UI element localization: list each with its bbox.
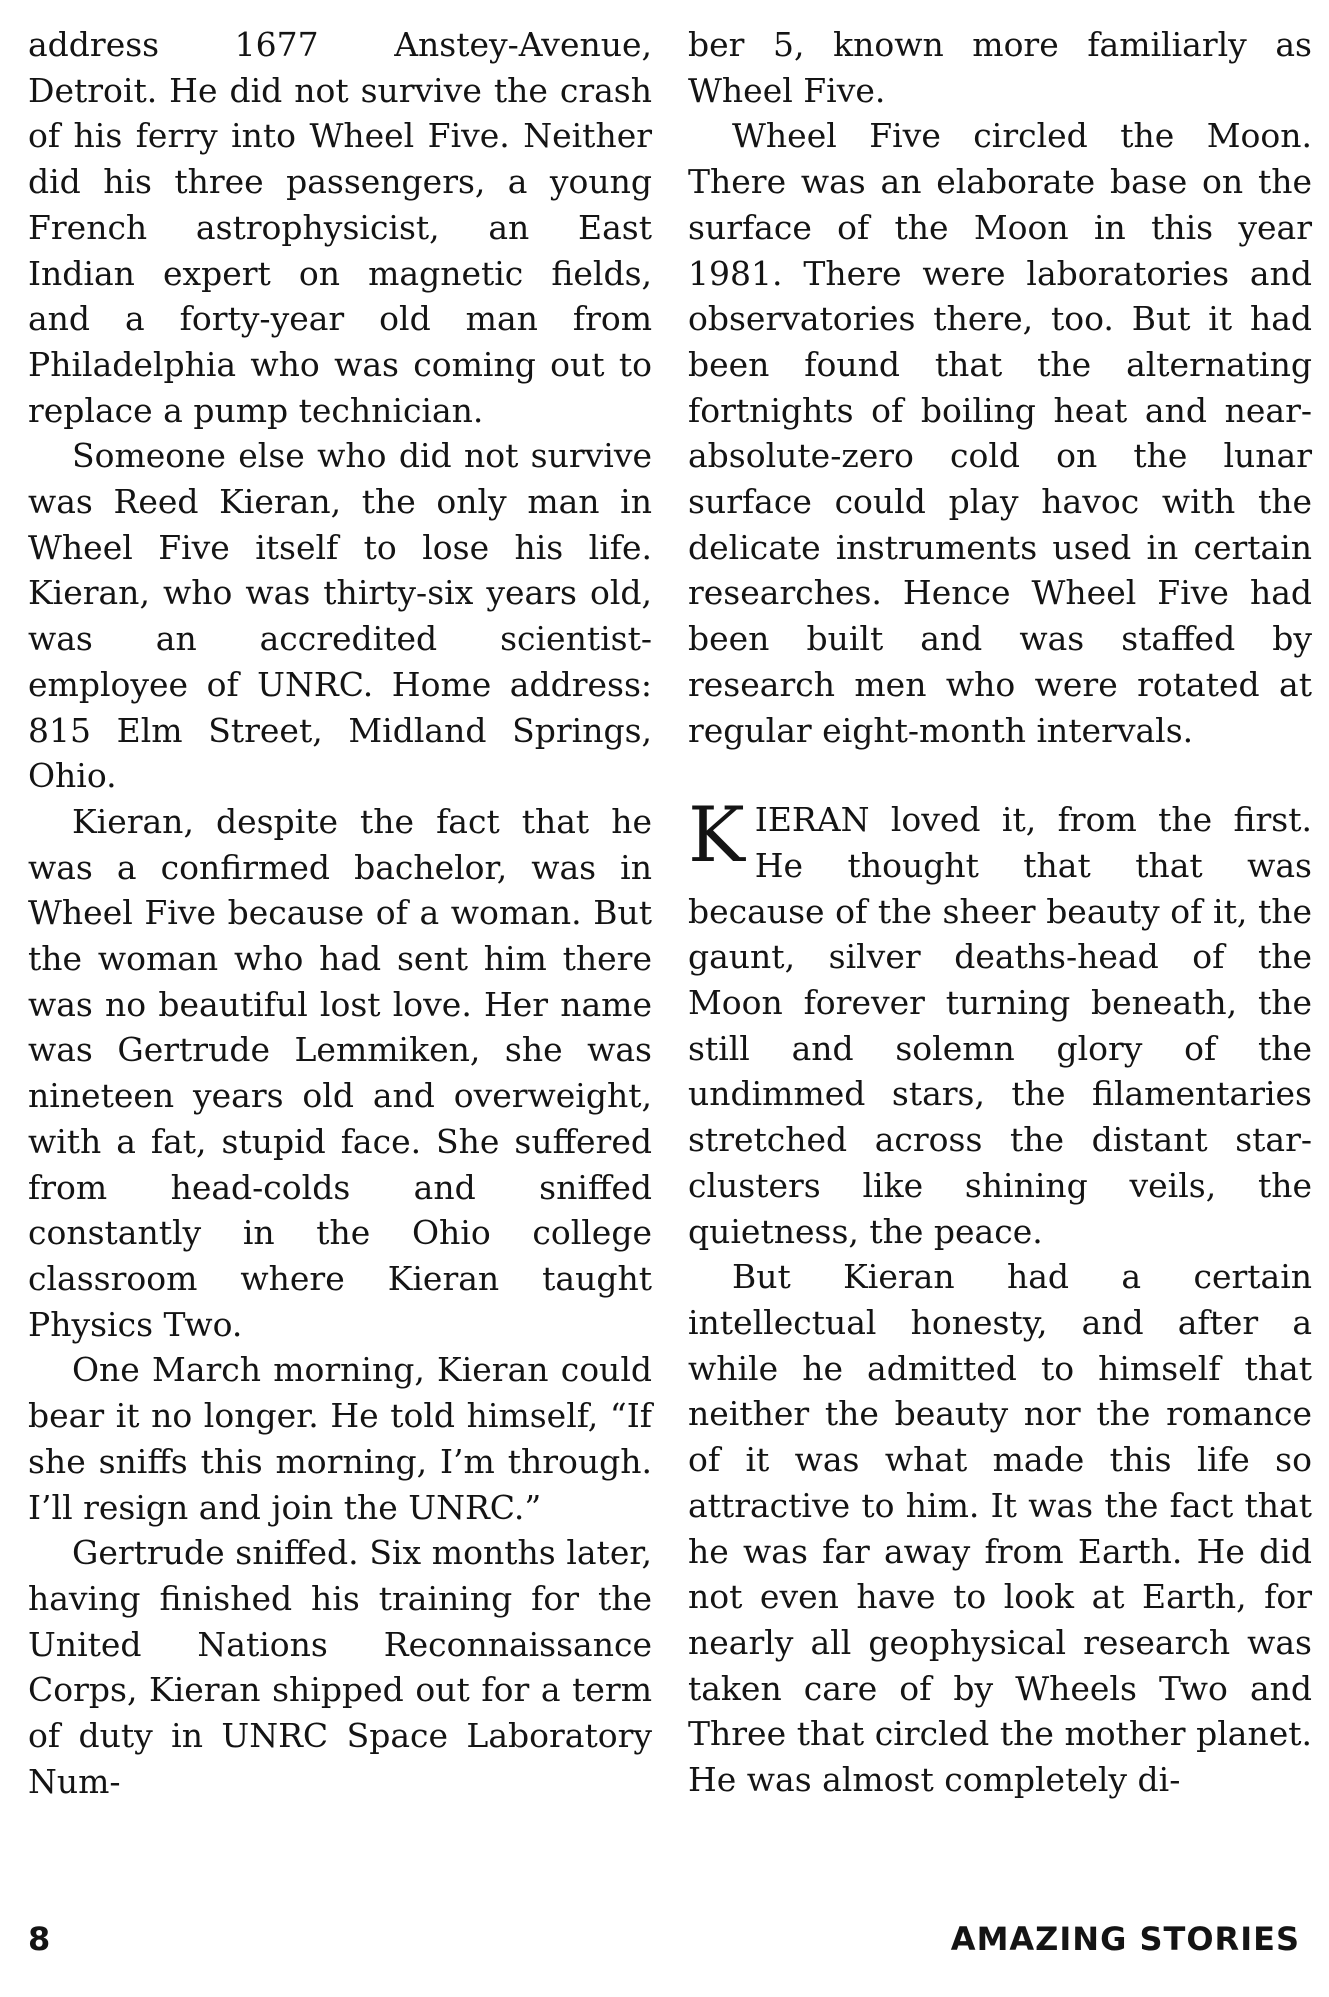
running-title: AMAZING STORIES [950,1920,1300,1958]
paragraph-text: IERAN loved it, from the first. He thought that that was because of the sheer beauty of it, the gaunt, silver deaths-head of the Moon forever turning beneath, the still and solemn glory of the undimmed stars, the filamentaries stretched across the distant star-clusters like shining veils, the quietness, the peace. [688,800,1312,1251]
paragraph: address 1677 Anstey-Avenue, Detroit. He did not survive the crash of his ferry into Wheel Five. Neither did his three passengers, a young French astrophysicist, an East Indian expert on magnetic fields, and a forty-year old man from Philadelphia who was coming out to replace a pump technician. [28,25,652,430]
paragraph: But Kieran had a certain intellectual honesty, and after a while he admitted to himself that neither the beauty nor the romance of it was what made this life so attractive to him. It was the fact that he was far away from Earth. He did not even have to look at Earth, for nearly all geophysical research was taken care of by Wheels Two and Three that circled the mother planet. He was almost completely di- [688,1257,1312,1800]
right-column [688,22,1312,1803]
paragraph: Someone else who did not survive was Reed Kieran, the only man in Wheel Five itself to lose his life. Kieran, who was thirty-six years old, was an accredited scientist-employee of UNRC. Home address: 815 Elm Street, Midland Springs, Ohio. [28,436,652,796]
paragraph: One March morning, Kieran could bear it no longer. He told himself, “If she sniffs this morning, I’m through. I’ll resign and join the UNRC.” [28,1350,652,1527]
paragraph: Gertrude sniffed. Six months later, having finished his training for the United Nations Reconnaissance Corps, Kieran shipped out for a term of duty in UNRC Space Laboratory Num- [28,1533,652,1801]
section-break [688,753,1312,797]
paragraph: ber 5, known more familiarly as Wheel Five. [688,25,1312,110]
page-footer [28,1920,1300,1968]
drop-cap: K [688,790,745,880]
paragraph: Kieran, despite the fact that he was a confirmed bachelor, was in Wheel Five because of a woman. But the woman who had sent him there was no beautiful lost love. Her name was Gertrude Lemmiken, she was nineteen years old and overweight, with a fat, stupid face. She suffered from head-colds and sniffed constantly in the Ohio college classroom where Kieran taught Physics Two. [28,801,652,1344]
page-number: 8 [28,1920,52,1958]
paragraph: Wheel Five circled the Moon. There was an elaborate base on the surface of the Moon in this year 1981. There were laboratories and observatories there, too. But it had been found that the alternating fortnights of boiling heat and near-absolute-zero cold on the lunar surface could play havoc with the delicate instruments used in certain researches. Hence Wheel Five had been built and was staffed by research men who were rotated at regular eight-month intervals. [688,116,1312,750]
left-column [28,22,652,1804]
paragraph-with-dropcap [688,790,1312,1254]
